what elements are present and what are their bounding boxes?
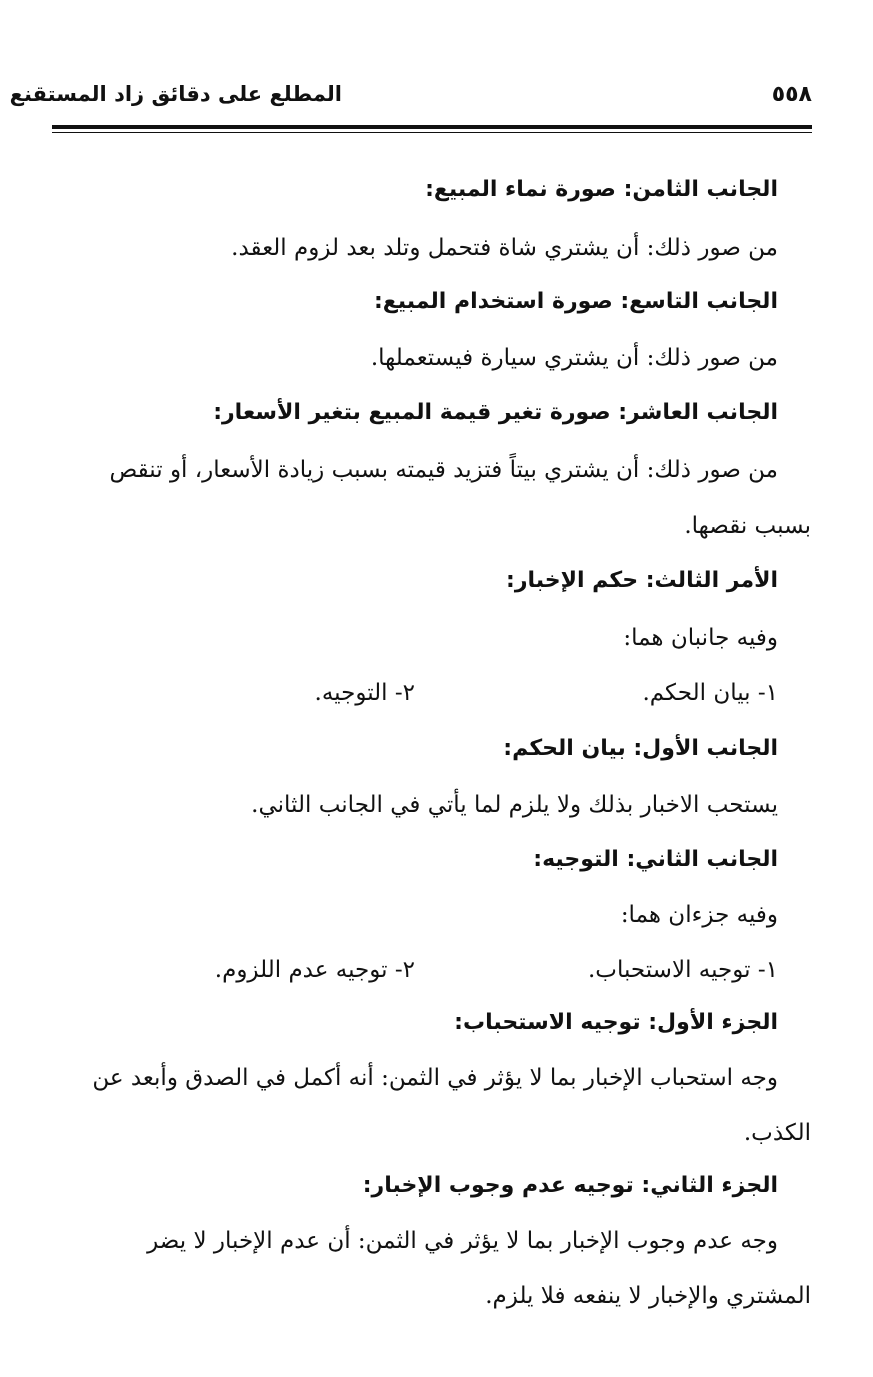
paragraph-line: من صور ذلك: أن يشتري شاة فتحمل وتلد بعد لزوم العقد.	[231, 235, 778, 261]
paragraph-line: من صور ذلك: أن يشتري بيتاً فتزيد قيمته بسبب زيادة الأسعار، أو تنقص	[109, 457, 778, 483]
list-item: ٢- توجيه عدم اللزوم.	[214, 957, 415, 983]
header-rule-thin	[52, 132, 812, 133]
running-title: المطلع على دقائق زاد المستقنع	[9, 82, 342, 106]
paragraph-line: بسبب نقصها.	[684, 513, 811, 539]
paragraph-line: يستحب الاخبار بذلك ولا يلزم لما يأتي في الجانب الثاني.	[251, 792, 778, 818]
section-heading: الجانب الأول: بيان الحكم:	[503, 736, 778, 761]
paragraph-line: من صور ذلك: أن يشتري سيارة فيستعملها.	[370, 345, 778, 371]
paragraph-line: وفيه جانبان هما:	[623, 625, 778, 651]
page-number: ٥٥٨	[771, 82, 812, 107]
header-rule-thick	[52, 125, 812, 129]
section-heading: الجانب التاسع: صورة استخدام المبيع:	[373, 289, 778, 314]
section-heading: الجزء الأول: توجيه الاستحباب:	[454, 1010, 778, 1035]
list-item: ١- بيان الحكم.	[642, 680, 778, 706]
paragraph-line: المشتري والإخبار لا ينفعه فلا يلزم.	[485, 1283, 811, 1309]
paragraph-line: وفيه جزءان هما:	[620, 902, 778, 928]
page-header	[9, 82, 812, 120]
section-heading: الجانب العاشر: صورة تغير قيمة المبيع بتغير الأسعار:	[213, 400, 778, 425]
paragraph-line: وجه استحباب الإخبار بما لا يؤثر في الثمن: أنه أكمل في الصدق وأبعد عن	[92, 1065, 778, 1091]
paragraph-line: الكذب.	[743, 1120, 811, 1146]
paragraph-line: وجه عدم وجوب الإخبار بما لا يؤثر في الثمن: أن عدم الإخبار لا يضر	[147, 1228, 778, 1254]
section-heading: الجانب الثامن: صورة نماء المبيع:	[425, 177, 778, 202]
section-heading: الأمر الثالث: حكم الإخبار:	[506, 568, 778, 593]
list-item: ٢- التوجيه.	[314, 680, 415, 706]
section-heading: الجزء الثاني: توجيه عدم وجوب الإخبار:	[362, 1173, 778, 1198]
section-heading: الجانب الثاني: التوجيه:	[533, 847, 778, 872]
list-item: ١- توجيه الاستحباب.	[587, 957, 778, 983]
